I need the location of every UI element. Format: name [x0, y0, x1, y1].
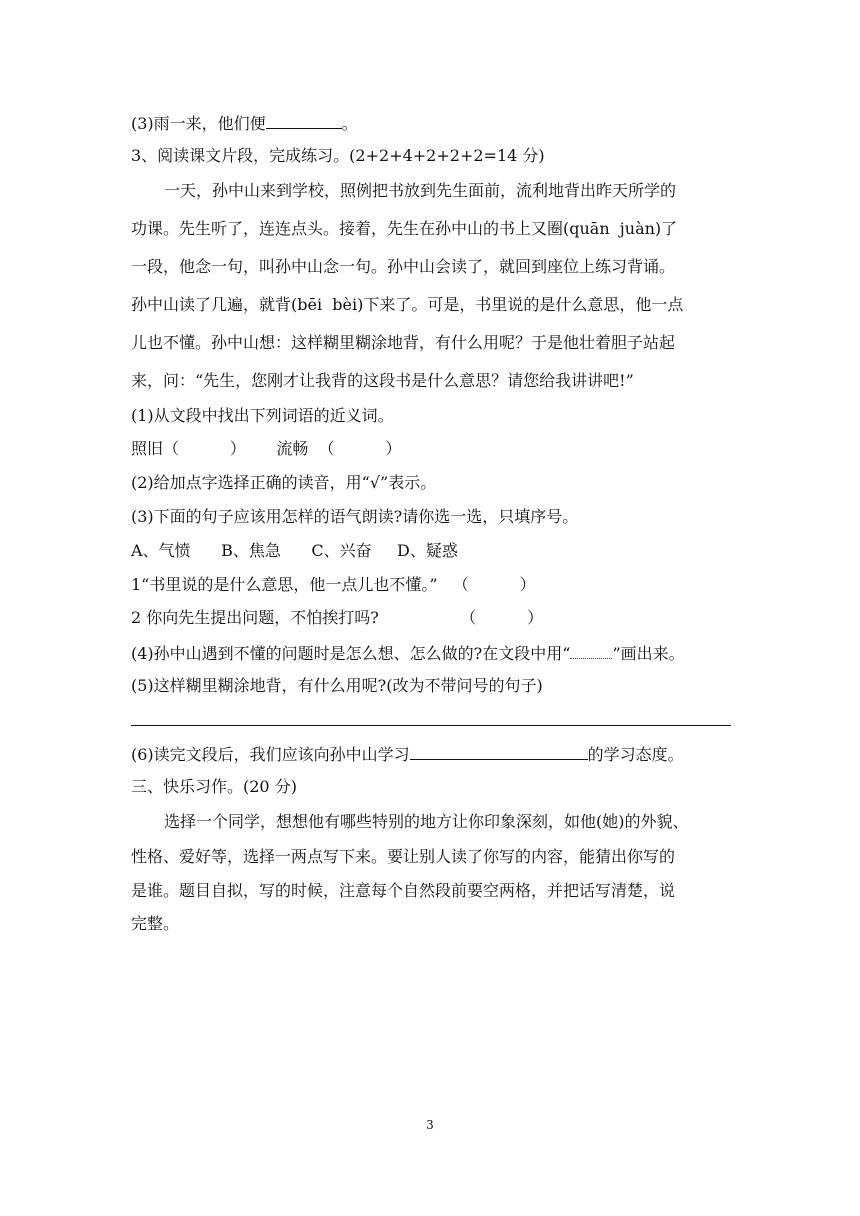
- sub-question-3-sentence-2[interactable]: 2 你向先生提出问题，不怕挨打吗? （ ）: [131, 608, 544, 627]
- passage-line-2: 功课。先生听了，连连点头。接着，先生在孙中山的书上又圈(quān juàn)了: [131, 219, 678, 238]
- sub-question-3-options: A、气愤 B、焦急 C、兴奋 D、疑惑: [131, 541, 458, 560]
- sub-question-6: [131, 743, 684, 766]
- passage-line-6: 来，问：“先生，您刚才让我背的这段书是什么意思？请您给我讲讲吧!”: [131, 371, 634, 390]
- writing-line-4: 完整。: [131, 914, 180, 933]
- sub-question-2: (2)给加点字选择正确的读音，用“√”表示。: [131, 473, 437, 492]
- sub-question-1: (1)从文段中找出下列词语的近义词。: [131, 406, 394, 425]
- wavy-line-sample: [570, 642, 612, 659]
- passage-line-1: 一天，孙中山来到学校，照例把书放到先生面前，流利地背出昨天所学的: [164, 181, 677, 200]
- answer-blank[interactable]: [410, 743, 588, 760]
- section-3-heading: 3、阅读课文片段，完成练习。(2+2+4+2+2+2=14 分): [131, 146, 545, 165]
- question-text-end: 。: [341, 114, 358, 133]
- sub-question-4-before: (4)孙中山遇到不懂的问题时是怎么想、怎么做的?在文段中用“: [131, 644, 571, 663]
- question-3-item-3: [131, 112, 358, 135]
- sub-question-3: (3)下面的句子应该用怎样的语气朗读?请你选一选，只填序号。: [131, 507, 579, 526]
- answer-line[interactable]: [131, 725, 731, 726]
- sub-question-6-after: 的学习态度。: [587, 745, 684, 764]
- page-number: 3: [426, 1118, 434, 1132]
- passage-line-3: 一段，他念一句，叫孙中山念一句。孙中山会读了，就回到座位上练习背诵。: [131, 257, 676, 276]
- passage-line-4: 孙中山读了几遍，就背(bēi bèi)下来了。可是，书里说的是什么意思，他一点: [131, 295, 684, 314]
- sub-question-6-before: (6)读完文段后，我们应该向孙中山学习: [131, 745, 410, 764]
- writing-line-3: 是谁。题目自拟，写的时候，注意每个自然段前要空两格，并把话写清楚，说: [131, 881, 676, 900]
- question-text: (3)雨一来，他们便: [131, 114, 266, 133]
- sub-question-1-words[interactable]: 照旧（ ） 流畅 （ ）: [131, 439, 402, 458]
- answer-blank[interactable]: [266, 112, 342, 129]
- sub-question-5: (5)这样糊里糊涂地背，有什么用呢?(改为不带问号的句子): [131, 676, 543, 695]
- writing-line-1: 选择一个同学，想想他有哪些特别的地方让你印象深刻，如他(她)的外貌、: [164, 812, 689, 831]
- passage-line-5: 儿也不懂。孙中山想：这样糊里糊涂地背，有什么用呢？于是他壮着胆子站起: [131, 333, 676, 352]
- writing-line-2: 性格、爱好等，选择一两点写下来。要让别人读了你写的内容，能猜出你写的: [131, 847, 676, 866]
- sub-question-4: [131, 642, 685, 665]
- sub-question-3-sentence-1[interactable]: 1“书里说的是什么意思，他一点儿也不懂。” （ ）: [131, 575, 536, 594]
- sub-question-4-after: ”画出来。: [612, 644, 685, 663]
- section-writing-heading: 三、快乐习作。(20 分): [131, 777, 297, 796]
